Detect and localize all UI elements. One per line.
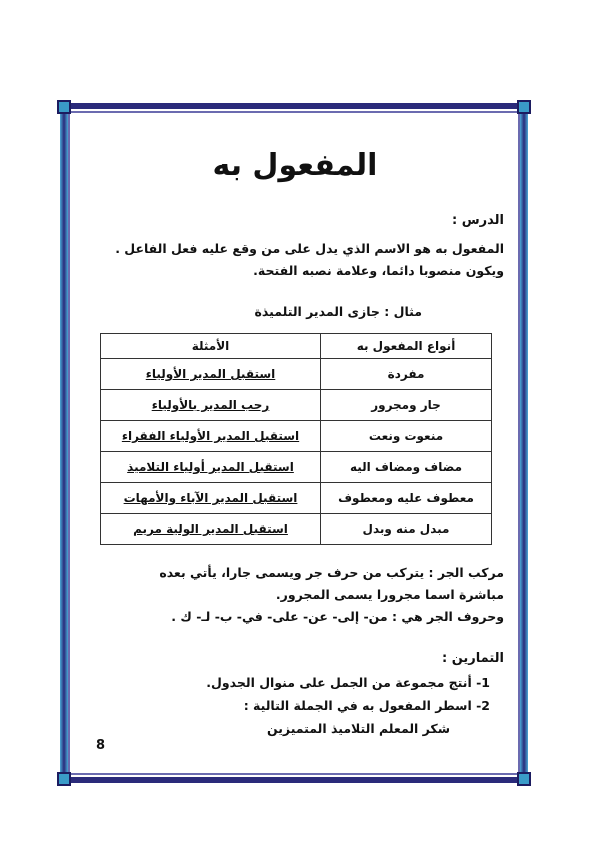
object-types-table (100, 333, 492, 545)
header-types: أنواع المفعول به (321, 334, 492, 359)
exercise-2: 2- اسطر المفعول به في الجملة التالية : (243, 698, 490, 713)
table-row (101, 514, 492, 545)
page-title: المفعول به (212, 148, 378, 183)
type-cell: مضاف ومضاف اليه (321, 452, 492, 483)
type-cell: منعوت ونعت (321, 421, 492, 452)
corner-ornament-bottom-left (57, 772, 71, 786)
exercises-label: التمارين : (441, 651, 504, 666)
definition-line-1: المفعول به هو الاسم الذي يدل على من وقع عليه فعل الفاعل . (115, 241, 504, 256)
corner-ornament-bottom-right (517, 772, 531, 786)
page-content (80, 118, 510, 768)
page-number: 8 (96, 738, 106, 753)
jar-line-3: وحروف الجر هي : من- إلى- عن- على- في- ب- لـ- ك . (171, 609, 504, 624)
right-border-pillar (520, 103, 528, 783)
example-cell: استقبل المدير الأولياء الفقراء (101, 421, 321, 452)
example-cell: استقبل المدير أولياء التلاميذ (101, 452, 321, 483)
jar-line-1: مركب الجر : يتركب من حرف جر ويسمى جارا، يأتي بعده (159, 565, 504, 580)
corner-ornament-top-right (517, 100, 531, 114)
type-cell: جار ومجرور (321, 390, 492, 421)
exercise-1: 1- أنتج مجموعة من الجمل على منوال الجدول. (206, 675, 490, 690)
lesson-label: الدرس : (452, 213, 504, 228)
table-header-row (101, 334, 492, 359)
example-cell: استقبل المدير الولية مريم (101, 514, 321, 545)
table-row (101, 359, 492, 390)
example-cell: استقبل المدير الآباء والأمهات (101, 483, 321, 514)
example-cell: رحب المدير بالأولياء (101, 390, 321, 421)
table-row (101, 390, 492, 421)
table-row (101, 483, 492, 514)
jar-line-2: مباشرة اسما مجرورا يسمى المجرور. (275, 587, 504, 602)
header-examples: الأمثلة (101, 334, 321, 359)
type-cell: معطوف عليه ومعطوف (321, 483, 492, 514)
exercise-sentence: شكر المعلم التلاميذ المتميزين (266, 721, 450, 736)
table-row (101, 452, 492, 483)
example-line: مثال : جازى المدير التلميذة (254, 304, 422, 319)
type-cell: مفردة (321, 359, 492, 390)
definition-line-2: ويكون منصوبا دائما، وعلامة نصبه الفتحة. (253, 263, 504, 278)
corner-ornament-top-left (57, 100, 71, 114)
table-row (101, 421, 492, 452)
type-cell: مبدل منه وبدل (321, 514, 492, 545)
example-cell: استقبل المدير الأولياء (101, 359, 321, 390)
left-border-pillar (60, 103, 68, 783)
